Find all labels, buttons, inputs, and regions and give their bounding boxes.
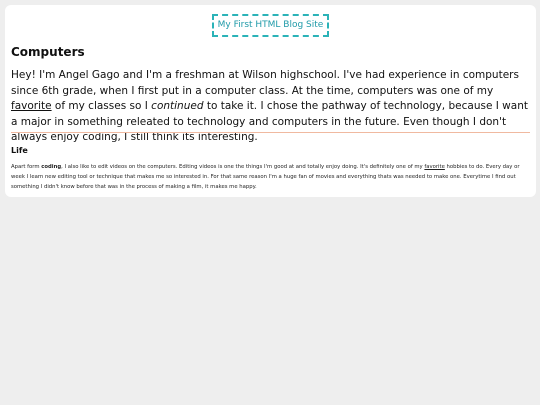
life-text-3: hobbies to do. Every day or week I learn new editing tool or technique that makes me so interested in. For that same reason I'm a huge fan of movies and everything thats was needed to make one. Everytime I find out something I didn't know before that was in the process of making a film, it makes me happy. bbox=[11, 164, 520, 191]
site-title-wrap bbox=[5, 12, 536, 37]
coding-bold: coding bbox=[41, 164, 62, 170]
life-paragraph bbox=[11, 162, 532, 193]
site-title: My First HTML Blog Site bbox=[212, 14, 330, 37]
life-favorite-underlined: favorite bbox=[424, 164, 445, 170]
blog-card bbox=[5, 5, 536, 197]
favorite-underlined: favorite bbox=[11, 100, 52, 112]
continued-italic: continued bbox=[151, 100, 204, 112]
computers-paragraph bbox=[11, 68, 531, 146]
computers-heading: Computers bbox=[11, 45, 85, 59]
life-heading: Life bbox=[11, 146, 28, 155]
section-divider bbox=[11, 132, 530, 133]
computers-text-1: Hey! I'm Angel Gago and I'm a freshman at Wilson highschool. I've had experience in computers since 6th grade, when I first put in a computer class. At the time, computers was one of my bbox=[11, 69, 519, 97]
computers-text-2: of my classes so I bbox=[51, 100, 152, 112]
computers-text-3: to take it. I chose the pathway of technology, because I want a major in something releated to technology and computers in the future. Even though I don't always enjoy coding, I still think its interesting. bbox=[11, 100, 528, 143]
life-text-2: , I also like to edit videos on the computers. Editing videos is one the things I'm good at and totally enjoy doing. It's definitely one of my bbox=[61, 164, 425, 170]
life-text-1: Apart form bbox=[11, 164, 42, 170]
